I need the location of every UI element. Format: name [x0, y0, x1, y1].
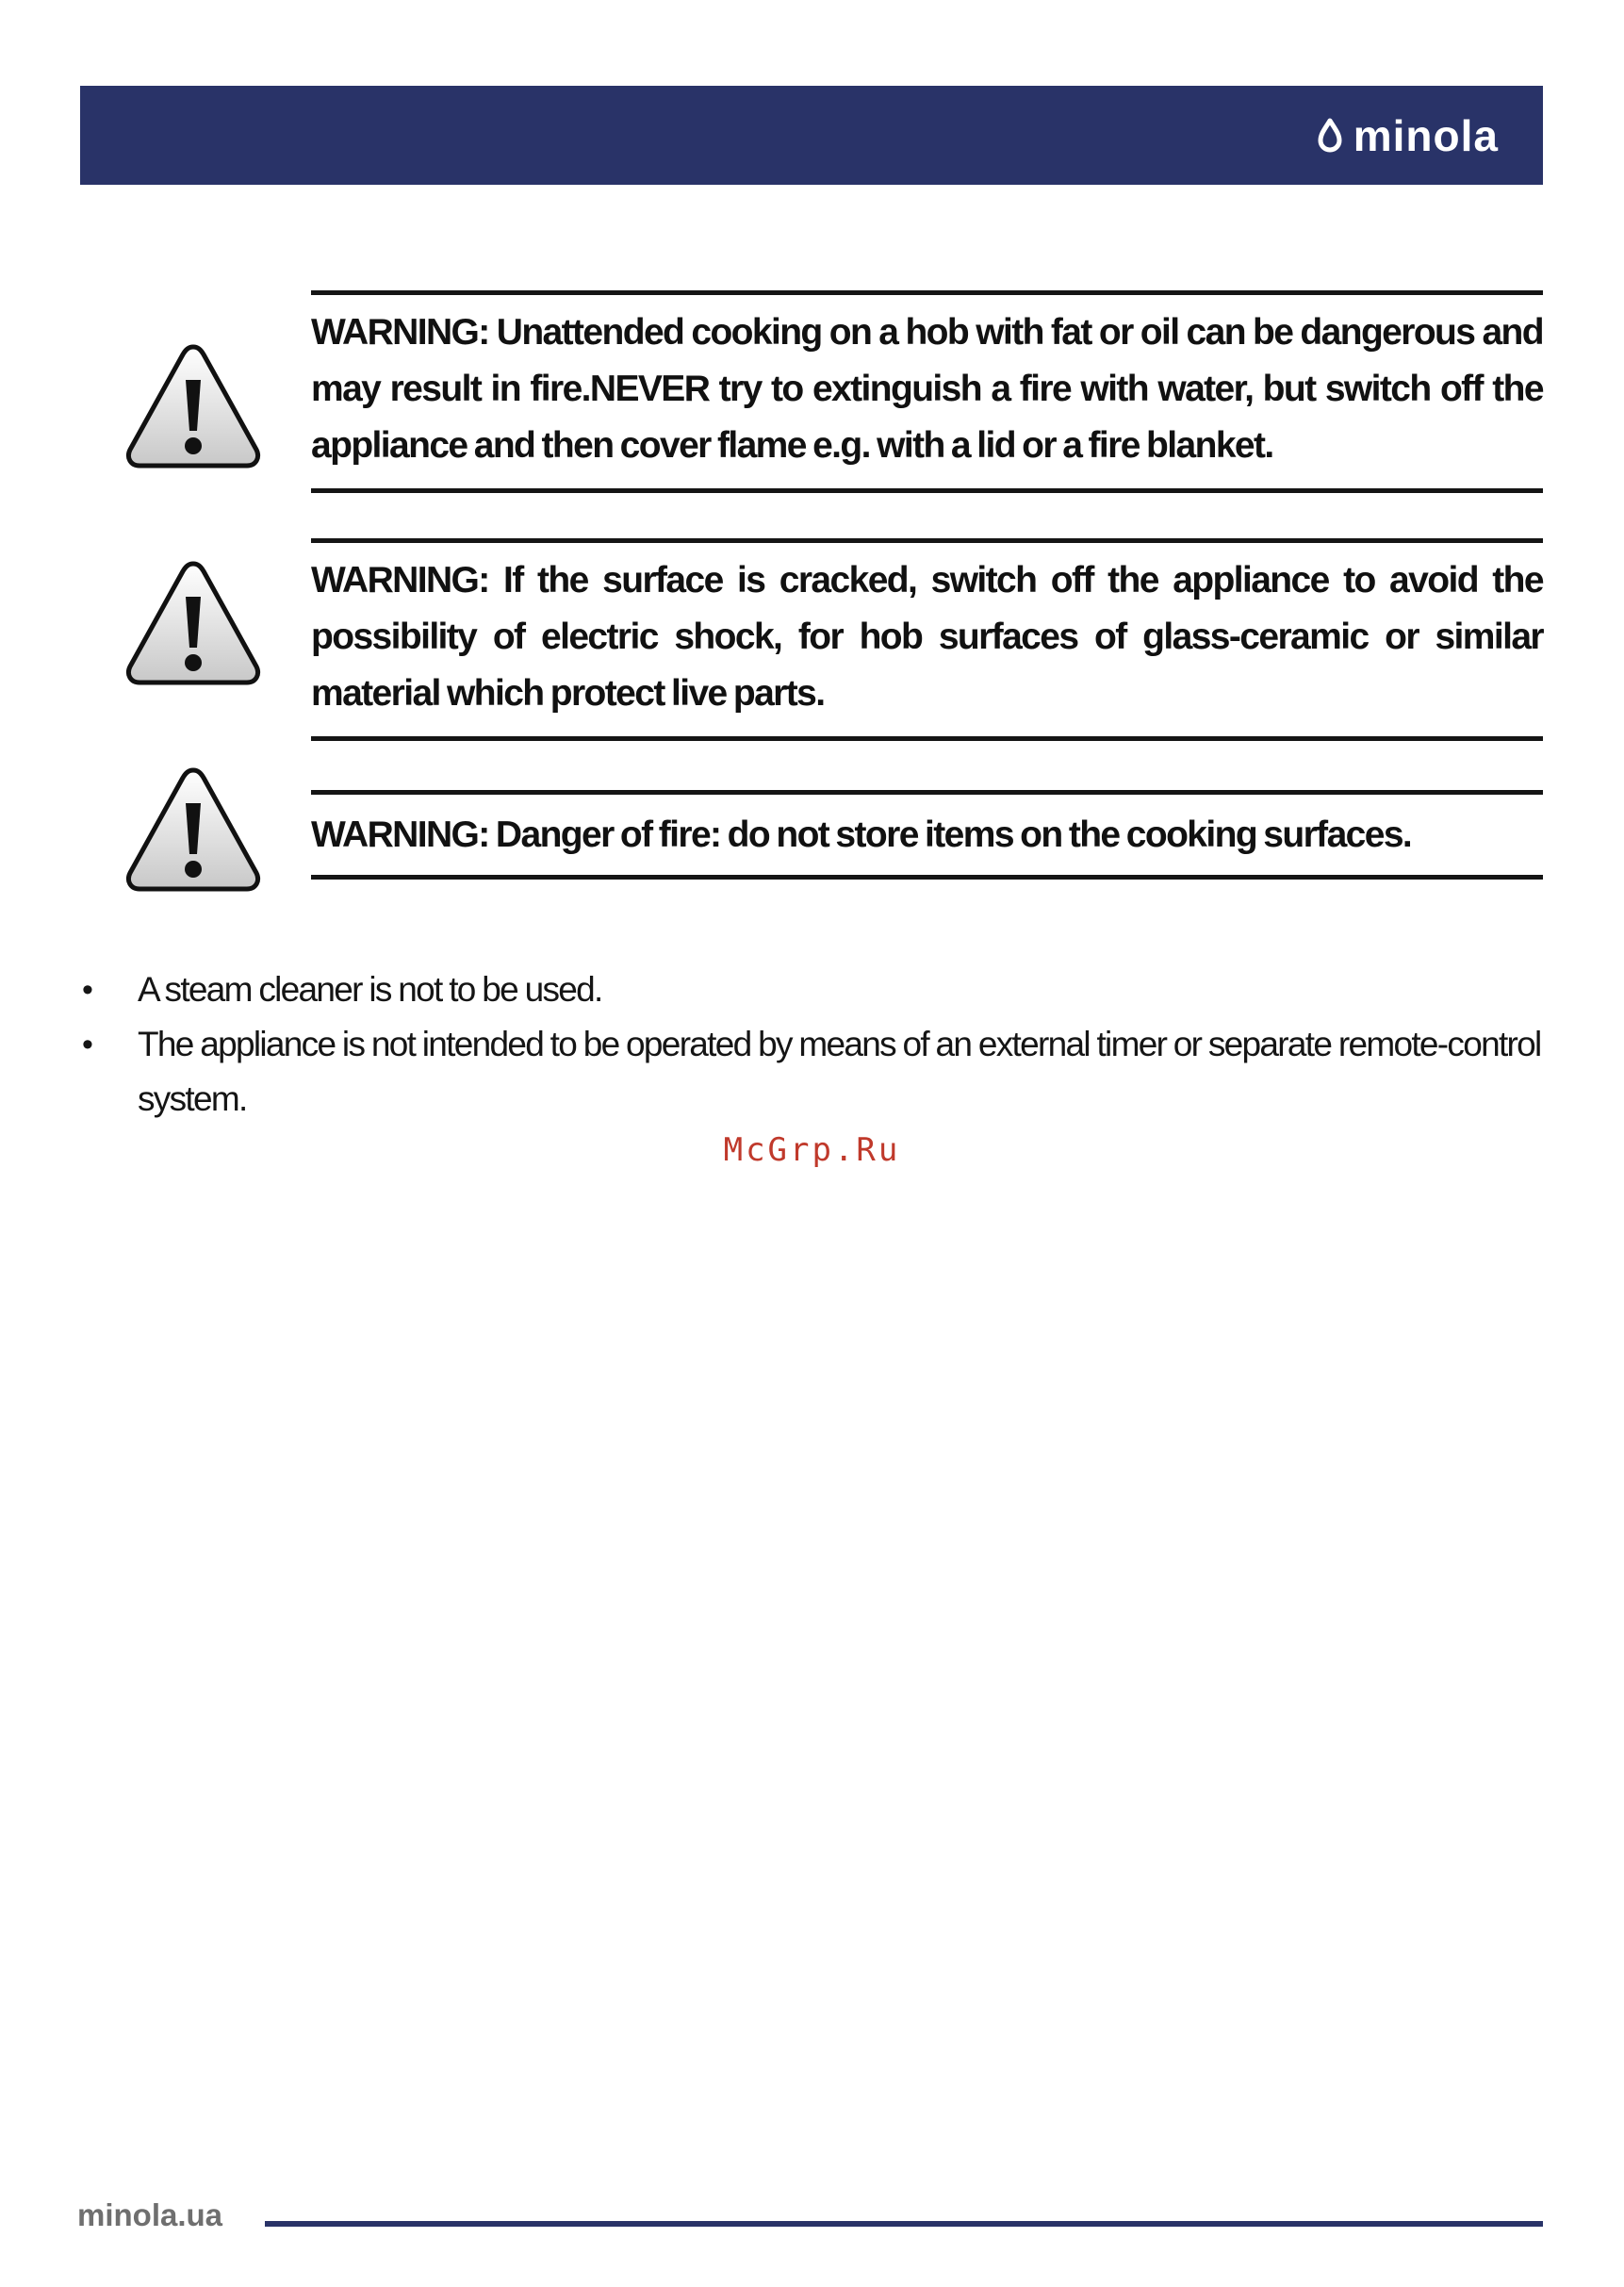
warning-triangle-icon — [125, 342, 261, 470]
bullet-list — [80, 963, 1543, 1127]
footer-divider — [265, 2221, 1543, 2227]
bullet-marker: • — [82, 1027, 92, 1062]
list-item — [80, 1017, 1543, 1127]
warning-text: WARNING: If the surface is cracked, switch off the appliance to avoid the possibility of electric shock, for hob surfaces of glass-ceramic or similar material which protect live parts. — [311, 538, 1543, 741]
list-item-text: A steam cleaner is not to be used. — [138, 970, 602, 1009]
brand-name: minola — [1353, 111, 1499, 160]
warning-triangle-icon — [125, 765, 261, 894]
brand-logo — [1316, 112, 1499, 159]
header-bar — [80, 86, 1543, 185]
warning-triangle-icon — [125, 559, 261, 687]
bullet-marker: • — [82, 972, 92, 1008]
warning-text: WARNING: Unattended cooking on a hob with fat or oil can be dangerous and may result in fire.NEVER try to extinguish a fire with water, but switch off the appliance and then cover flame e.g. with a lid or a fire blanket. — [311, 290, 1543, 493]
list-item-text: The appliance is not intended to be operated by means of an external timer or separate remote-control system. — [138, 1025, 1541, 1118]
warning-text: WARNING: Danger of fire: do not store items on the cooking surfaces. — [311, 790, 1543, 880]
footer-url[interactable]: minola.ua — [77, 2197, 223, 2232]
watermark: McGrp.Ru — [723, 1131, 901, 1169]
list-item — [80, 963, 1543, 1017]
drop-icon — [1316, 118, 1344, 154]
